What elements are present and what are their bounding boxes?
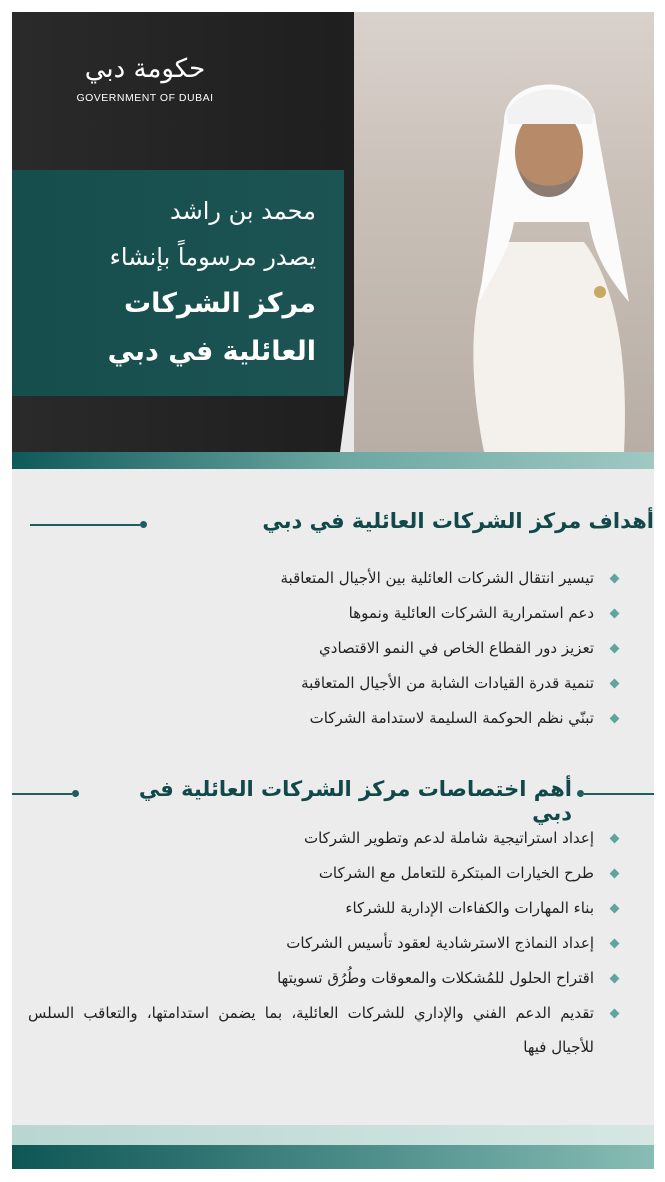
headline-line-3: مركز الشركات [123,288,316,319]
headline-line-1: محمد بن راشد [170,197,316,225]
list-item: تقديم الدعم الفني والإداري للشركات العائلية، بما يضمن استدامتها، والتعاقب السلس للأجيال فيها [28,996,618,1064]
portrait-image [424,52,654,452]
bullet-icon [610,869,620,879]
government-logo [60,52,230,104]
goals-rule-left [30,524,140,526]
bullet-icon [610,609,620,619]
goals-list [28,561,618,736]
logo-arabic: حكومة دبي [84,54,206,84]
hero-banner [12,12,654,452]
list-item: تبنّي نظم الحوكمة السليمة لاستدامة الشركات [28,701,618,736]
logo-english: GOVERNMENT OF DUBAI [76,92,214,104]
list-item: إعداد النماذج الاسترشادية لعقود تأسيس الشركات [28,926,618,961]
bullet-icon [610,939,620,949]
list-item: بناء المهارات والكفاءات الإدارية للشركاء [28,891,618,926]
bullet-icon [610,974,620,984]
headline-box [12,170,344,396]
functions-rule-dot-left [72,790,79,797]
functions-title [92,777,572,825]
content-panel [12,469,654,1125]
functions-rule-left [12,793,72,795]
headline-line-2: يصدر مرسوماً بإنشاء [109,243,316,271]
list-item: اقتراح الحلول للمُشكلات والمعوقات وطُرُق تسويتها [28,961,618,996]
functions-title-text: أهم اختصاصات مركز الشركات العائلية في دبي [92,777,572,825]
divider-stripe [12,452,654,469]
list-item: تعزيز دور القطاع الخاص في النمو الاقتصادي [28,631,618,666]
goals-title-text: أهداف مركز الشركات العائلية في دبي [262,509,654,533]
bullet-icon [610,834,620,844]
list-item: إعداد استراتيجية شاملة لدعم وتطوير الشركات [28,821,618,856]
functions-list [28,821,618,1064]
list-item: تنمية قدرة القيادات الشابة من الأجيال المتعاقبة [28,666,618,701]
list-item: طرح الخيارات المبتكرة للتعامل مع الشركات [28,856,618,891]
bullet-icon [610,679,620,689]
functions-rule-right [584,793,654,795]
bullet-icon [610,644,620,654]
footer-stripe-light [12,1125,654,1145]
headline-line-4: العائلية في دبي [107,336,316,367]
bullet-icon [610,1009,620,1019]
bullet-icon [610,574,620,584]
list-item: تيسير انتقال الشركات العائلية بين الأجيال المتعاقبة [28,561,618,596]
list-item: دعم استمرارية الشركات العائلية ونموها [28,596,618,631]
functions-rule-dot-right [577,790,584,797]
goals-title [134,509,654,545]
footer-stripe-dark [12,1145,654,1169]
bullet-icon [610,904,620,914]
bullet-icon [610,714,620,724]
